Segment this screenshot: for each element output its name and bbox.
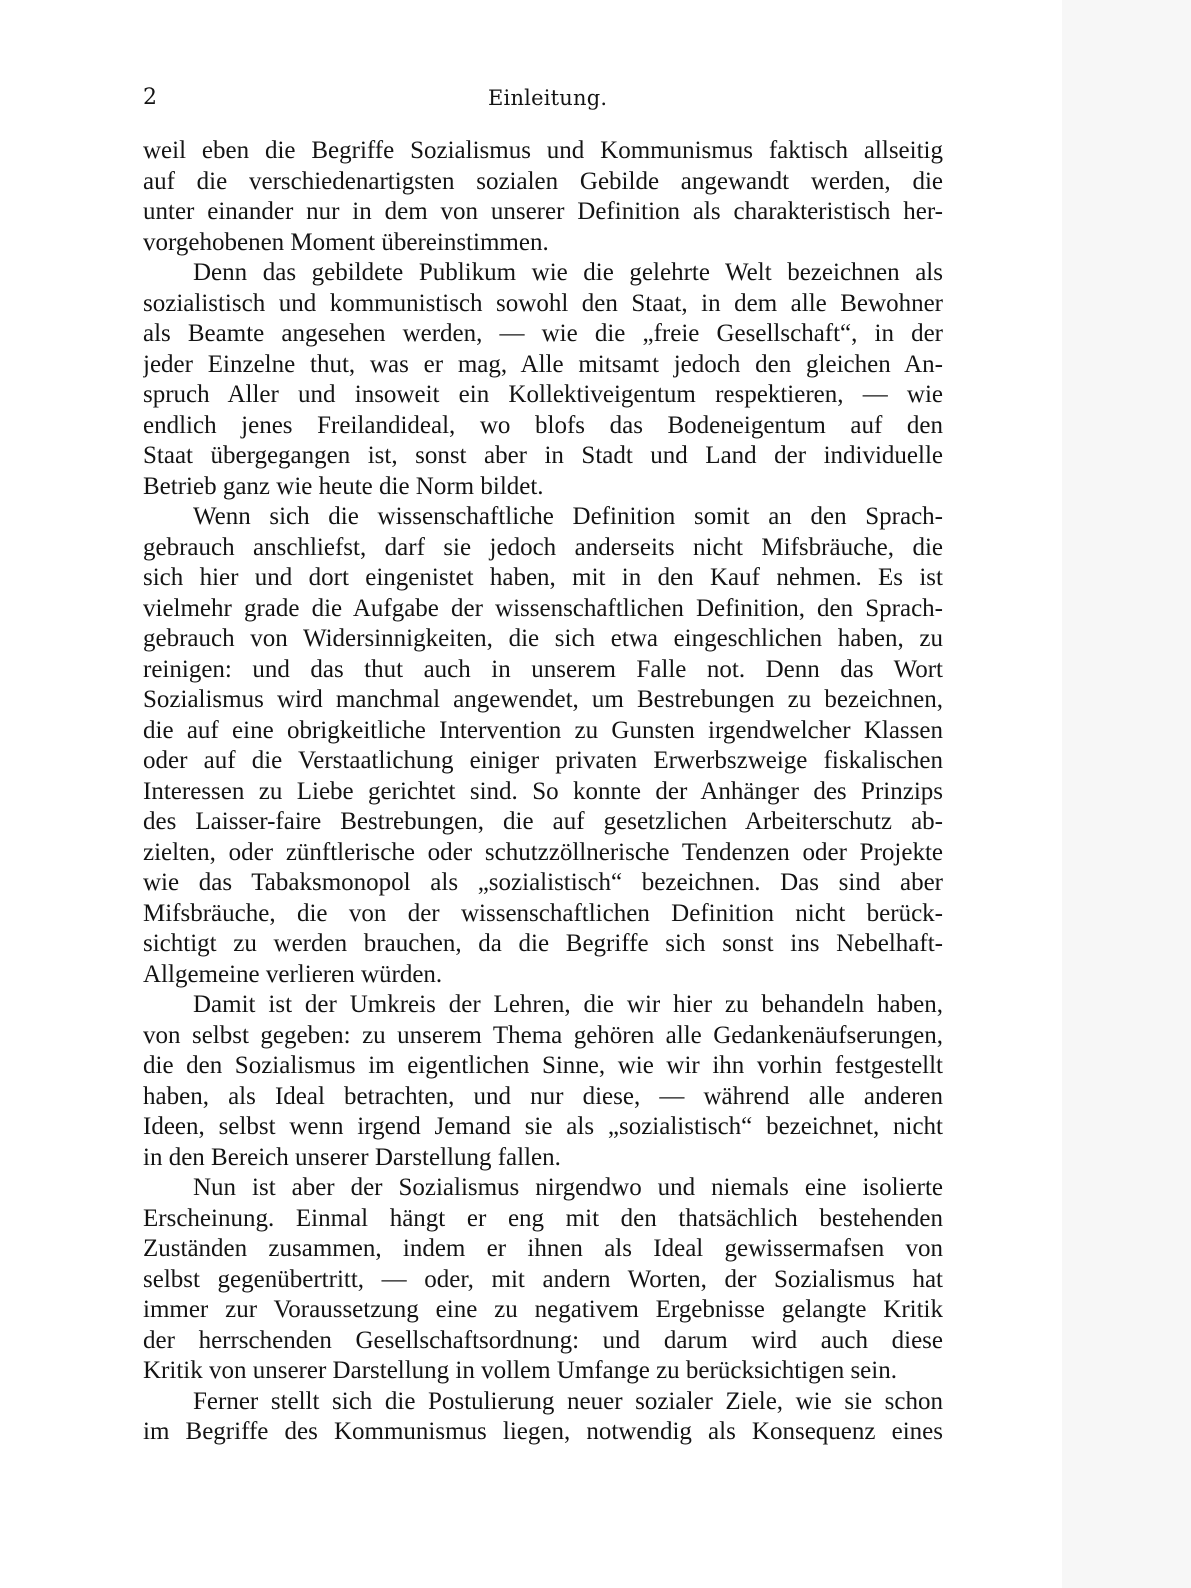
scan-edge-shading <box>1062 0 1191 1588</box>
page-number: 2 <box>143 85 157 110</box>
text-line: Staat übergegangen ist, sonst aber in Stadt und Land der individuelle <box>143 442 943 469</box>
text-line: oder auf die Verstaatlichung einiger privaten Erwerbszweige fiskalischen <box>143 747 943 774</box>
text-line: Zuständen zusammen, indem er ihnen als Ideal gewissermafsen von <box>143 1235 943 1262</box>
text-line: sozialistisch und kommunistisch sowohl den Staat, in dem alle Bewohner <box>143 289 943 317</box>
text-line: von selbst gegeben: zu unserem Thema gehören alle Gedankenäufserungen, <box>143 1021 943 1049</box>
text-line: sichtigt zu werden brauchen, da die Begriffe sich sonst ins Nebelhaft- <box>143 930 943 957</box>
text-line: im Begriffe des Kommunismus liegen, notwendig als Konsequenz eines <box>143 1418 943 1445</box>
text-line: Sozialismus wird manchmal angewendet, um Bestrebungen zu bezeichnen, <box>143 686 943 713</box>
page-header <box>143 82 943 114</box>
text-line: Mifsbräuche, die von der wissenschaftlichen Definition nicht berück- <box>143 899 943 927</box>
text-line: wie das Tabaksmonopol als „sozialistisch“ bezeichnen. Das sind aber <box>143 869 943 896</box>
paragraph-start-line: Wenn sich die wissenschaftliche Definition somit an den Sprach- <box>193 503 943 530</box>
paragraph-start-line: Damit ist der Umkreis der Lehren, die wir hier zu behandeln haben, <box>193 991 943 1018</box>
text-line: sich hier und dort eingenistet haben, mit in den Kauf nehmen. Es ist <box>143 564 943 591</box>
paragraph-start-line: Denn das gebildete Publikum wie die gelehrte Welt bezeichnen als <box>193 259 943 286</box>
text-line: zielten, oder zünftlerische oder schutzzöllnerische Tendenzen oder Projekte <box>143 838 943 866</box>
text-line: des Laisser-faire Bestrebungen, die auf gesetzlichen Arbeiterschutz ab- <box>143 808 943 835</box>
text-line: endlich jenes Freilandideal, wo blofs das Bodeneigentum auf den <box>143 411 943 439</box>
paragraph-end-line: Kritik von unserer Darstellung in vollem Umfange zu berücksichtigen sein. <box>143 1357 897 1384</box>
text-line: die den Sozialismus im eigentlichen Sinne, wie wir ihn vorhin festgestellt <box>143 1052 943 1079</box>
text-line: gebrauch anschliefst, darf sie jedoch anderseits nicht Mifsbräuche, die <box>143 533 943 561</box>
paragraph-end-line: vorgehobenen Moment übereinstimmen. <box>143 228 549 256</box>
text-line: gebrauch von Widersinnigkeiten, die sich etwa eingeschlichen haben, zu <box>143 625 943 652</box>
paragraph-end-line: in den Bereich unserer Darstellung fallen. <box>143 1143 561 1171</box>
text-line: Interessen zu Liebe gerichtet sind. So konnte der Anhänger des Prinzips <box>143 777 943 805</box>
text-line: auf die verschiedenartigsten sozialen Gebilde angewandt werden, die <box>143 167 943 195</box>
text-line: spruch Aller und insoweit ein Kollektiveigentum respektieren, — wie <box>143 381 943 408</box>
running-title: Einleitung. <box>488 86 608 110</box>
text-line: unter einander nur in dem von unserer Definition als charakteristisch her- <box>143 198 943 225</box>
text-line: vielmehr grade die Aufgabe der wissenschaftlichen Definition, den Sprach- <box>143 594 943 622</box>
paragraph-start-line: Ferner stellt sich die Postulierung neuer sozialer Ziele, wie sie schon <box>193 1387 943 1415</box>
text-line: haben, als Ideal betrachten, und nur diese, — während alle anderen <box>143 1082 943 1110</box>
paragraph-end-line: Betrieb ganz wie heute die Norm bildet. <box>143 472 544 500</box>
text-line: immer zur Voraussetzung eine zu negativem Ergebnisse gelangte Kritik <box>143 1296 943 1323</box>
text-line: die auf eine obrigkeitliche Intervention zu Gunsten irgendwelcher Klassen <box>143 716 943 744</box>
paragraph-end-line: Allgemeine verlieren würden. <box>143 960 443 988</box>
text-line: als Beamte angesehen werden, — wie die „freie Gesellschaft“, in der <box>143 320 943 347</box>
text-line: jeder Einzelne thut, was er mag, Alle mitsamt jedoch den gleichen An- <box>143 350 943 378</box>
text-line: Erscheinung. Einmal hängt er eng mit den thatsächlich bestehenden <box>143 1204 943 1232</box>
body-text <box>143 136 943 1448</box>
text-line: reinigen: und das thut auch in unserem Falle not. Denn das Wort <box>143 655 943 683</box>
text-line: Ideen, selbst wenn irgend Jemand sie als „sozialistisch“ bezeichnet, nicht <box>143 1113 943 1140</box>
paragraph-start-line: Nun ist aber der Sozialismus nirgendwo und niemals eine isolierte <box>193 1174 943 1201</box>
text-line: selbst gegenübertritt, — oder, mit andern Worten, der Sozialismus hat <box>143 1265 943 1293</box>
text-line: weil eben die Begriffe Sozialismus und Kommunismus faktisch allseitig <box>143 137 943 164</box>
text-line: der herrschenden Gesellschaftsordnung: und darum wird auch diese <box>143 1326 943 1354</box>
